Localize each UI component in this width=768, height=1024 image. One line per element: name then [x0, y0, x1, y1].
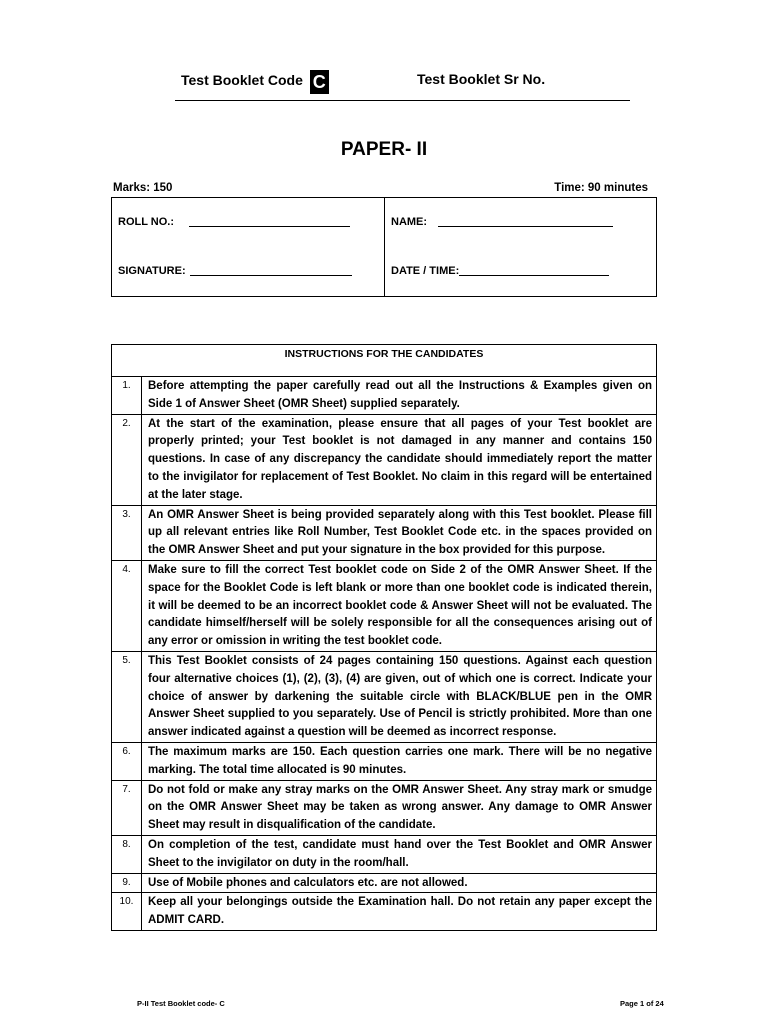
date-time-label: DATE / TIME: [391, 265, 460, 277]
footer-page-number: Page 1 of 24 [620, 999, 664, 1008]
instruction-number: 2. [112, 414, 142, 505]
paper-title: PAPER- II [340, 139, 428, 160]
instruction-number: 1. [112, 377, 142, 415]
candidate-details-box [111, 197, 657, 297]
instruction-number: 6. [112, 742, 142, 780]
instruction-number: 4. [112, 560, 142, 651]
footer-booklet-code: P-II Test Booklet code- C [137, 999, 225, 1008]
instruction-text: Before attempting the paper carefully read out all the Instructions & Examples given on Side 1 of Answer Sheet (OMR Sheet) supplied separately. [142, 377, 657, 415]
name-field[interactable] [391, 216, 613, 228]
instruction-text: Do not fold or make any stray marks on the OMR Answer Sheet. Any stray mark or smudge on the OMR Answer Sheet may be taken as wrong answer. Any damage to OMR Answer Sheet may result in disqualification of the candidate. [142, 780, 657, 835]
booklet-code-label: Test Booklet Code [181, 72, 303, 88]
instruction-row [112, 835, 657, 873]
instruction-number: 5. [112, 651, 142, 742]
instructions-heading: INSTRUCTIONS FOR THE CANDIDATES [112, 345, 657, 377]
name-blank[interactable] [438, 216, 613, 227]
instruction-text: The maximum marks are 150. Each question carries one mark. There will be no negative marking. The total time allocated is 90 minutes. [142, 742, 657, 780]
instruction-text: On completion of the test, candidate must hand over the Test Booklet and OMR Answer Sheet to the invigilator on duty in the room/hall. [142, 835, 657, 873]
roll-no-blank[interactable] [189, 216, 350, 227]
instruction-number: 9. [112, 873, 142, 893]
instruction-row [112, 560, 657, 651]
instruction-row [112, 873, 657, 893]
booklet-serial-label: Test Booklet Sr No. [417, 71, 546, 87]
name-label: NAME: [391, 216, 428, 228]
roll-no-field[interactable] [118, 216, 350, 228]
date-time-field[interactable] [391, 265, 609, 277]
instruction-row [112, 742, 657, 780]
instruction-row [112, 414, 657, 505]
booklet-code-value: C [310, 70, 329, 94]
signature-blank[interactable] [190, 265, 352, 276]
instruction-number: 7. [112, 780, 142, 835]
instruction-text: This Test Booklet consists of 24 pages containing 150 questions. Against each question four alternative choices (1), (2), (3), (4) are given, out of which one is correct. Indicate your choice of answer by darkening the suitable circle with BLACK/BLUE pen in the OMR Answer Sheet supplied to you separately. Use of Pencil is strictly prohibited. More than one answer indicated against a question will be deemed as incorrect response. [142, 651, 657, 742]
date-time-blank[interactable] [459, 265, 609, 276]
instruction-row [112, 651, 657, 742]
signature-field[interactable] [118, 265, 352, 277]
instruction-number: 8. [112, 835, 142, 873]
booklet-code-header [181, 70, 329, 94]
instruction-text: Use of Mobile phones and calculators etc. are not allowed. [142, 873, 657, 893]
marks-label: Marks: 150 [113, 182, 173, 194]
roll-no-label: ROLL NO.: [118, 216, 175, 228]
instruction-row [112, 377, 657, 415]
instruction-number: 10. [112, 893, 142, 931]
instruction-text: Make sure to fill the correct Test booklet code on Side 2 of the OMR Answer Sheet. If the space for the Booklet Code is left blank or more than one booklet code is indicated therein, it will be deemed to be an incorrect booklet code & Answer Sheet will not be evaluated. The candidate himself/herself will be solely responsible for all the consequences arising out of any error or omission in writing the test booklet code. [142, 560, 657, 651]
candidate-box-divider [384, 198, 385, 296]
instructions-table [111, 344, 657, 931]
instruction-number: 3. [112, 505, 142, 560]
time-label: Time: 90 minutes [554, 182, 648, 194]
signature-label: SIGNATURE: [118, 265, 186, 277]
instruction-text: An OMR Answer Sheet is being provided separately along with this Test booklet. Please fill up all relevant entries like Roll Number, Test Booklet Code etc. in the spaces provided on the OMR Answer Sheet and put your signature in the box provided for this purpose. [142, 505, 657, 560]
instruction-row [112, 505, 657, 560]
instruction-text: Keep all your belongings outside the Examination hall. Do not retain any paper except the ADMIT CARD. [142, 893, 657, 931]
instruction-text: At the start of the examination, please ensure that all pages of your Test booklet are properly printed; your Test booklet is not damaged in any manner and contains 150 questions. In case of any discrepancy the candidate should immediately report the matter to the invigilator for replacement of Test Booklet. No claim in this regard will be entertained at the later stage. [142, 414, 657, 505]
instruction-row [112, 780, 657, 835]
instruction-row [112, 893, 657, 931]
header-rule [175, 100, 630, 101]
